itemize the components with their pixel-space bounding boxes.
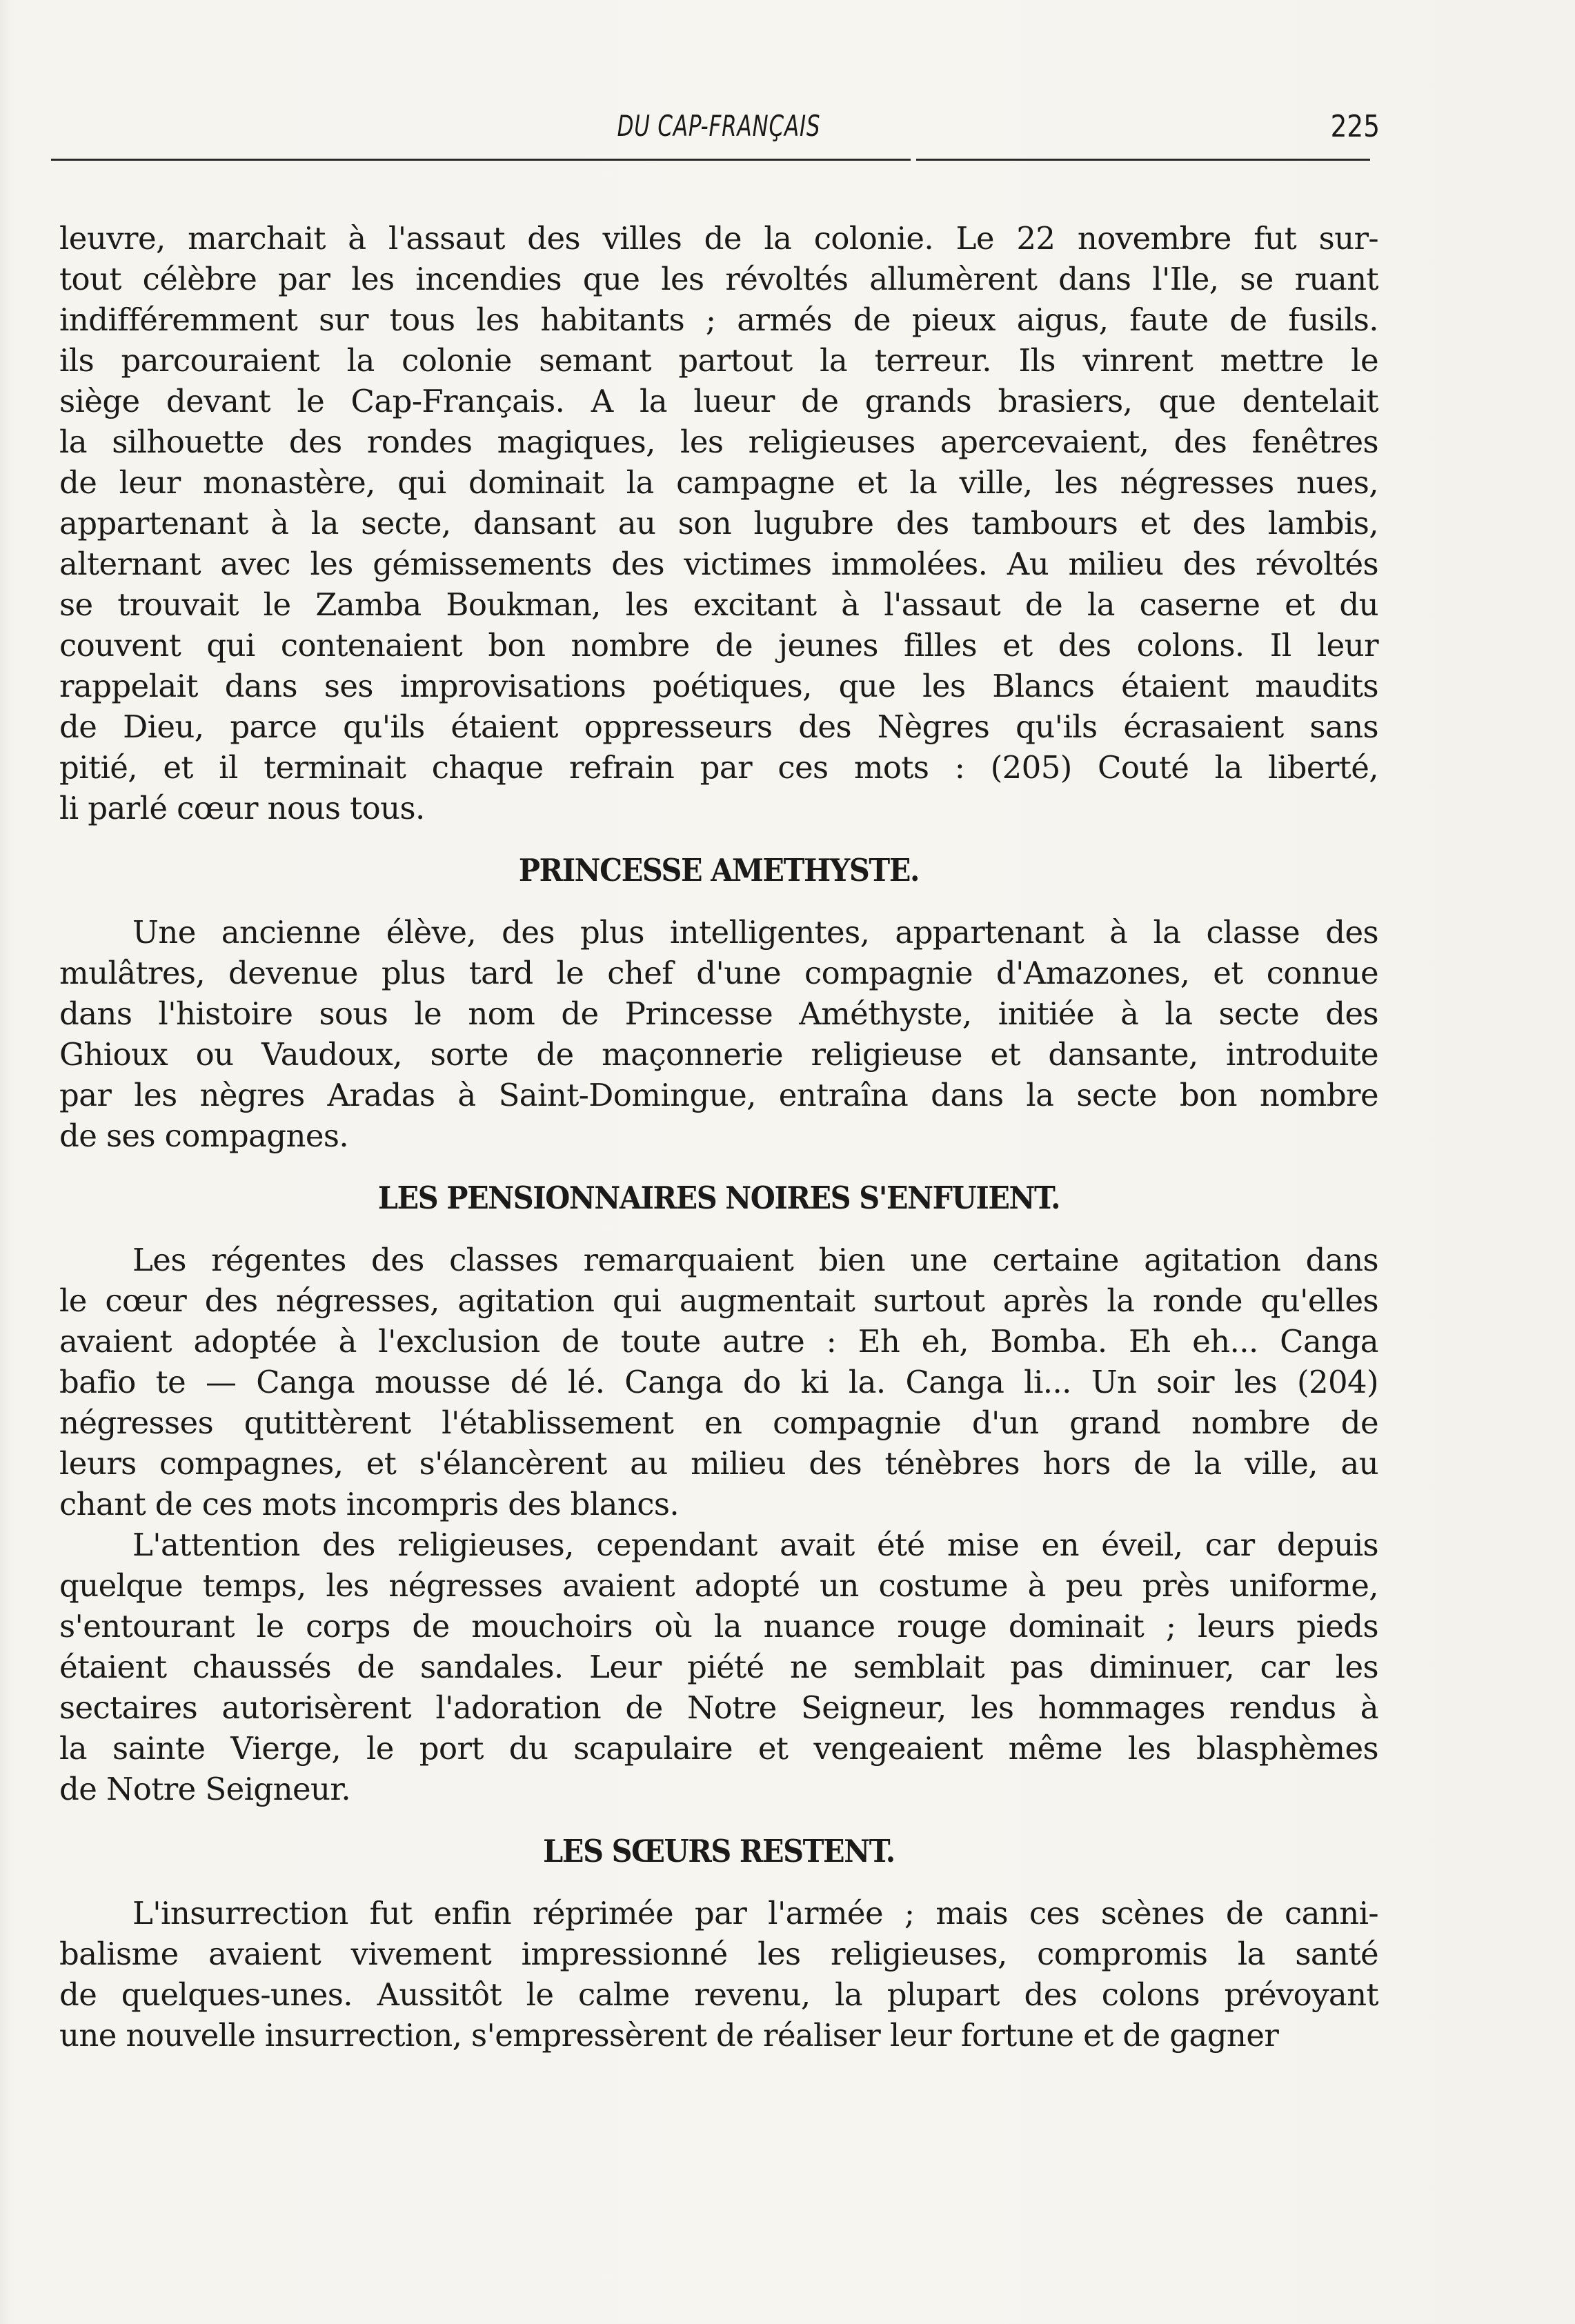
text-line: rappelait dans ses improvisations poétiques, que les Blancs étaient maudits <box>59 668 1378 704</box>
text-line: chant de ces mots incompris des blancs. <box>59 1486 680 1522</box>
text-line: leuvre, marchait à l'assaut des villes de la colonie. Le 22 novembre fut sur- <box>59 220 1378 257</box>
text-line: mulâtres, devenue plus tard le chef d'une compagnie d'Amazones, et connue <box>59 955 1378 991</box>
text-line: de Notre Seigneur. <box>59 1771 351 1807</box>
section-heading: PRINCESSE AMETHYSTE. <box>518 852 920 888</box>
text-line: couvent qui contenaient bon nombre de jeunes filles et des colons. Il leur <box>59 627 1378 664</box>
text-line: ils parcouraient la colonie semant partout la terreur. Ils vinrent mettre le <box>59 342 1378 379</box>
text-line: étaient chaussés de sandales. Leur piété ne semblait pas diminuer, car les <box>59 1649 1378 1685</box>
paragraph <box>59 1240 1378 1524</box>
text-line: de leur monastère, qui dominait la campagne et la ville, les négresses nues, <box>59 464 1378 501</box>
text-line: le cœur des négresses, agitation qui augmentait surtout après la ronde qu'elles <box>59 1282 1378 1319</box>
text-line: Les régentes des classes remarquaient bien une certaine agitation dans <box>132 1242 1378 1278</box>
text-line: siège devant le Cap-Français. A la lueur de grands brasiers, que dentelait <box>59 383 1378 419</box>
text-line: bafio te — Canga mousse dé lé. Canga do ki la. Canga li... Un soir les (204) <box>59 1364 1378 1400</box>
text-line: se trouvait le Zamba Boukman, les excitant à l'assaut de la caserne et du <box>59 586 1378 623</box>
text-line: L'attention des religieuses, cependant avait été mise en éveil, car depuis <box>132 1527 1378 1563</box>
paragraph <box>59 912 1378 1156</box>
text-line: dans l'histoire sous le nom de Princesse Améthyste, initiée à la secte des <box>59 995 1378 1032</box>
text-line: s'entourant le corps de mouchoirs où la nuance rouge dominait ; leurs pieds <box>59 1608 1378 1645</box>
section-heading: LES PENSIONNAIRES NOIRES S'ENFUIENT. <box>377 1180 1060 1216</box>
text-line: de Dieu, parce qu'ils étaient oppresseurs des Nègres qu'ils écrasaient sans <box>59 708 1378 745</box>
text-line: appartenant à la secte, dansant au son lugubre des tambours et des lambis, <box>59 505 1378 542</box>
text-line: quelque temps, les négresses avaient adopté un costume à peu près uniforme, <box>59 1567 1378 1604</box>
text-line: sectaires autorisèrent l'adoration de Notre Seigneur, les hommages rendus à <box>59 1689 1378 1726</box>
paragraph <box>59 1893 1378 2056</box>
text-line: li parlé cœur nous tous. <box>59 790 425 826</box>
text-line: de quelques-unes. Aussitôt le calme revenu, la plupart des colons prévoyant <box>59 1976 1378 2013</box>
header-rule <box>51 159 1370 161</box>
page-body <box>59 218 1378 2056</box>
text-line: leurs compagnes, et s'élancèrent au milieu des ténèbres hors de la ville, au <box>59 1445 1378 1482</box>
paragraph <box>59 218 1378 828</box>
text-line: avaient adoptée à l'exclusion de toute autre : Eh eh, Bomba. Eh eh... Canga <box>59 1323 1378 1360</box>
running-title: DU CAP-FRANÇAIS <box>617 109 821 143</box>
text-line: de ses compagnes. <box>59 1118 349 1154</box>
text-line: une nouvelle insurrection, s'empressèrent de réaliser leur fortune et de gagner <box>59 2017 1279 2054</box>
text-line: négresses qutittèrent l'établissement en compagnie d'un grand nombre de <box>59 1404 1378 1441</box>
paragraph <box>59 1524 1378 1809</box>
header-rule-gap <box>911 158 916 161</box>
section-heading: LES SŒURS RESTENT. <box>543 1833 895 1869</box>
text-line: balisme avaient vivement impressionné les religieuses, compromis la santé <box>59 1936 1378 1972</box>
text-line: pitié, et il terminait chaque refrain par ces mots : (205) Couté la liberté, <box>59 749 1378 786</box>
running-head <box>58 109 1380 150</box>
text-line: indifféremment sur tous les habitants ; armés de pieux aigus, faute de fusils. <box>59 301 1378 338</box>
page-number: 225 <box>1330 109 1380 144</box>
text-line: la sainte Vierge, le port du scapulaire et vengeaient même les blasphèmes <box>59 1730 1378 1767</box>
text-line: la silhouette des rondes magiques, les religieuses apercevaient, des fenêtres <box>59 424 1378 460</box>
text-line: Ghioux ou Vaudoux, sorte de maçonnerie religieuse et dansante, introduite <box>59 1036 1378 1073</box>
text-line: alternant avec les gémissements des victimes immolées. Au milieu des révoltés <box>59 546 1378 582</box>
text-line: Une ancienne élève, des plus intelligentes, appartenant à la classe des <box>132 914 1378 951</box>
text-line: L'insurrection fut enfin réprimée par l'armée ; mais ces scènes de canni- <box>132 1895 1378 1931</box>
text-line: tout célèbre par les incendies que les révoltés allumèrent dans l'Ile, se ruant <box>59 261 1378 297</box>
text-line: par les nègres Aradas à Saint-Domingue, entraîna dans la secte bon nombre <box>59 1077 1378 1113</box>
